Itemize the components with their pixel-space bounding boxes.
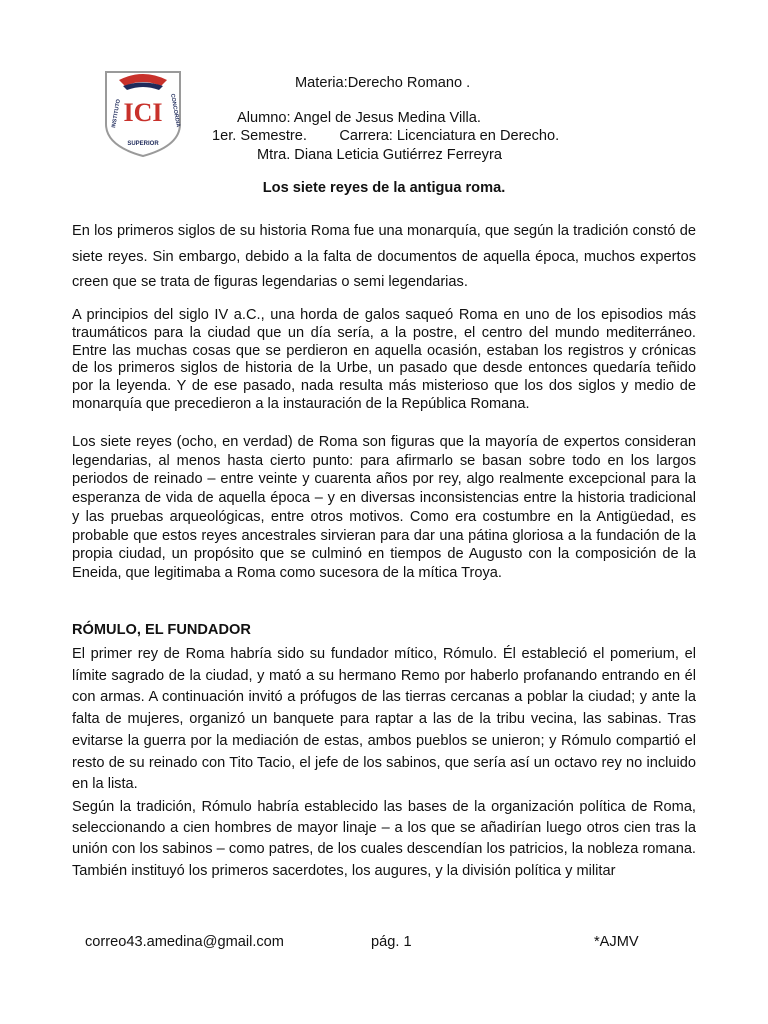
subject-line: Materia:Derecho Romano . [295, 75, 471, 91]
document-title: Los siete reyes de la antigua roma. [262, 180, 506, 196]
paragraph-1: En los primeros siglos de su historia Roma fue una monarquía, que según la tradición constó de siete reyes. Sin embargo, debido a la falta de documentos de aquella época, muchos expertos creen que se trata de figuras legendarias o semi legendarias. [72, 223, 696, 290]
logo-bottom-text: SUPERIOR [127, 141, 159, 147]
semester-career-line: 1er. Semestre. Carrera: Licenciatura en Derecho. [212, 128, 560, 144]
footer-initials: *AJMV [594, 934, 639, 950]
paragraph-2: A principios del siglo IV a.C., una horda de galos saqueó Roma en uno de los episodios más traumáticos para la ciudad que un día sería, a la postre, el centro del mundo mediterráneo. Entre las muchas cosas que se perdieron en aquella ocasión, estaban los registros y crónicas de los primeros siglos de historia de la Urbe, un pasado que desde entonces quedaría teñido por la leyenda. Y de ese pasado, nada resulta más misterioso que los dos siglos y medio de monarquía que precedieron a la instauración de la República Romana. [72, 307, 696, 412]
logo-left-text: INSTITUTO [111, 98, 122, 129]
logo-initials: ICI [123, 98, 163, 127]
paragraph-4: El primer rey de Roma habría sido su fundador mítico, Rómulo. Él estableció el pomerium, el límite sagrado de la ciudad, y mató a su hermano Remo por haberlo profanando entrando en él con armas. A continuación invitó a prófugos de las tierras cercanas a poblar la ciudad; y ante la falta de mujeres, organizó un banquete para raptar a las de la tribu vecina, las sabinas. Tras evitarse la guerra por la mediación de estas, ambos pueblos se unieron; y Rómulo compartió el resto de su reinado con Tito Tacio, el jefe de los sabinos, que sería así un octavo rey no incluido en la lista. [72, 646, 696, 793]
section-heading: RÓMULO, EL FUNDADOR [72, 622, 251, 638]
paragraph-5: Según la tradición, Rómulo habría establecido las bases de la organización política de Roma, seleccionando a cien hombres de mayor linaje – a los que se añadirían luego otros cien tras la unión con los sabinos – como patres, de los cuales descendían los patricios, la nobleza romana. También instituyó los primeros sacerdotes, los augures, y la división política y militar [72, 799, 696, 879]
logo-right-text: CONCORDIA [169, 93, 181, 128]
institute-logo [103, 66, 183, 158]
footer-page-number: pág. 1 [371, 934, 412, 950]
footer-email: correo43.amedina@gmail.com [85, 934, 284, 950]
student-line: Alumno: Angel de Jesus Medina Villa. [237, 110, 481, 126]
teacher-line: Mtra. Diana Leticia Gutiérrez Ferreyra [257, 147, 502, 163]
paragraph-3: Los siete reyes (ocho, en verdad) de Roma son figuras que la mayoría de expertos consideran legendarias, al menos hasta cierto punto: para afirmarlo se basan sobre todo en los largos periodos de reinado – entre veinte y cuarenta años por rey, algo realmente excepcional para la esperanza de vida de aquella época – y en diversas inconsistencias entre la historia tradicional y las pruebas arqueológicas, entre otros motivos. Como era costumbre en la Antigüedad, es probable que estos reyes ancestrales sirvieran para dar una pátina gloriosa a la fundación de la propia ciudad, un propósito que se culminó en tiempos de Augusto con la composición de la Eneida, que legitimaba a Roma como sucesora de la mítica Troya. [72, 434, 696, 581]
